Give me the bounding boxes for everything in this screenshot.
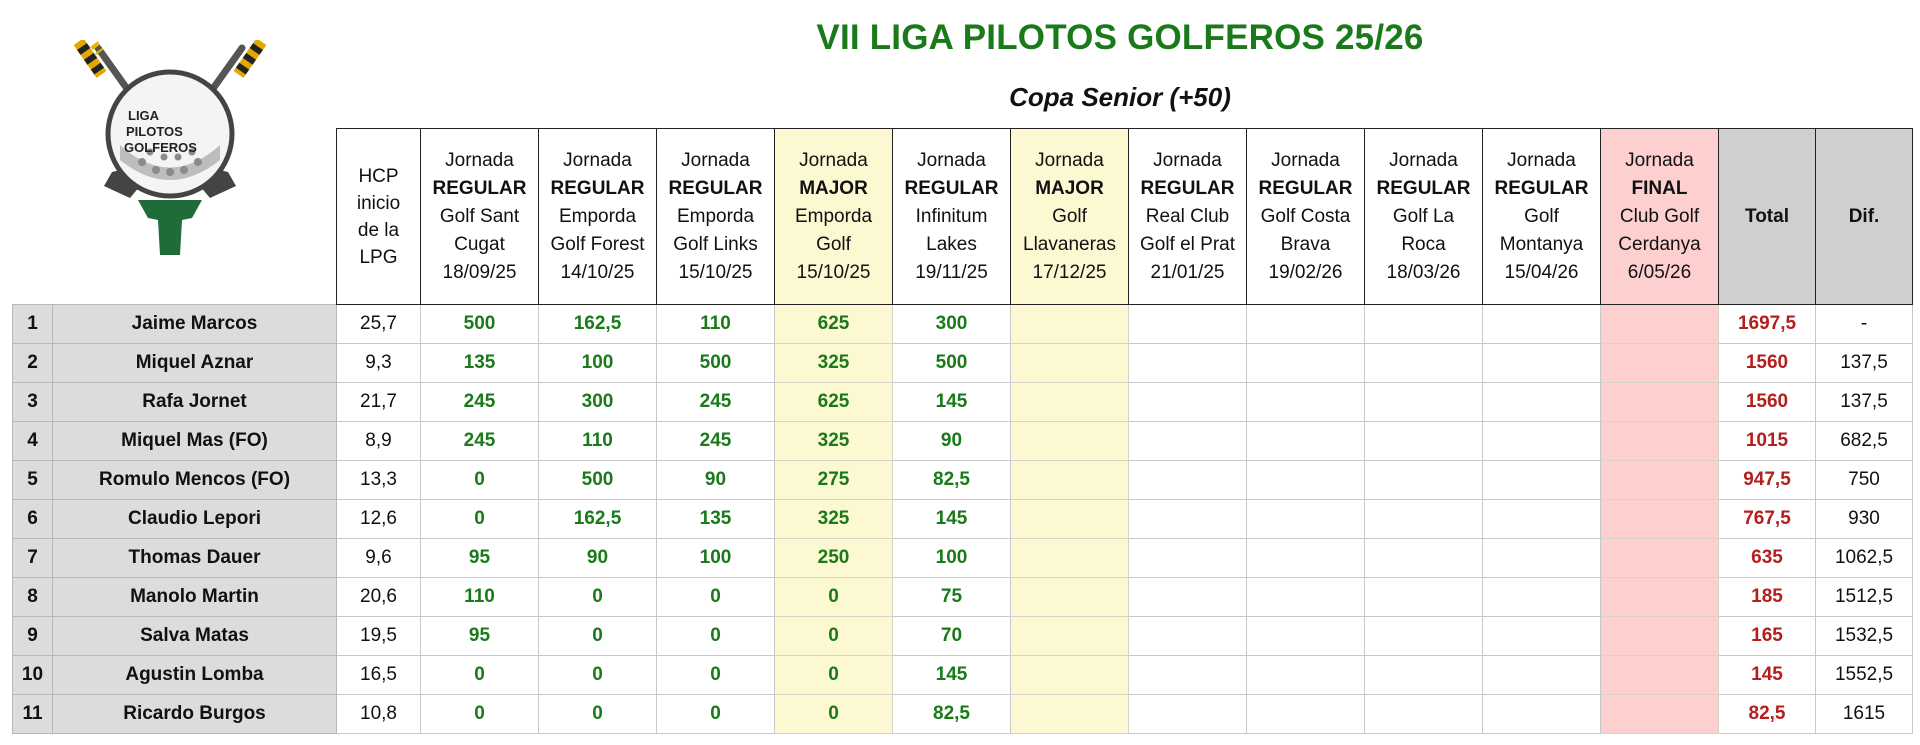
score-cell-round-9 — [1365, 656, 1483, 695]
total-cell: 1015 — [1719, 422, 1816, 461]
score-cell-round-2: 0 — [539, 578, 657, 617]
score-cell-round-7 — [1129, 383, 1247, 422]
hcp-cell: 8,9 — [337, 422, 421, 461]
player-name-cell: Thomas Dauer — [53, 539, 337, 578]
table-row — [13, 500, 1913, 539]
score-cell-round-1: 0 — [421, 500, 539, 539]
score-cell-round-2: 100 — [539, 344, 657, 383]
score-cell-round-4: 0 — [775, 656, 893, 695]
header-blank-name — [53, 129, 337, 305]
score-cell-round-3: 245 — [657, 422, 775, 461]
total-cell: 1560 — [1719, 383, 1816, 422]
score-cell-round-1: 135 — [421, 344, 539, 383]
dif-cell: - — [1816, 305, 1913, 344]
hcp-line: HCP — [358, 165, 399, 187]
score-cell-round-9 — [1365, 383, 1483, 422]
header-round-6: Jornada MAJOR Golf Llavaneras 17/12/25 — [1011, 129, 1129, 305]
header-blank-pos — [13, 129, 53, 305]
score-cell-round-10 — [1483, 344, 1601, 383]
score-cell-round-6 — [1011, 461, 1129, 500]
score-cell-round-1: 0 — [421, 695, 539, 734]
score-cell-round-6 — [1011, 305, 1129, 344]
score-cell-round-2: 162,5 — [539, 500, 657, 539]
score-cell-round-7 — [1129, 500, 1247, 539]
score-cell-round-6 — [1011, 656, 1129, 695]
player-name-cell: Ricardo Burgos — [53, 695, 337, 734]
score-cell-round-6 — [1011, 383, 1129, 422]
score-cell-round-1: 245 — [421, 383, 539, 422]
score-cell-round-2: 162,5 — [539, 305, 657, 344]
score-cell-round-10 — [1483, 422, 1601, 461]
player-name-cell: Jaime Marcos — [53, 305, 337, 344]
score-cell-round-11 — [1601, 656, 1719, 695]
hcp-cell: 9,3 — [337, 344, 421, 383]
score-cell-round-1: 110 — [421, 578, 539, 617]
header-hcp — [337, 129, 421, 305]
logo-line3: GOLFEROS — [124, 140, 197, 155]
total-cell: 767,5 — [1719, 500, 1816, 539]
hcp-line: LPG — [359, 246, 398, 268]
score-cell-round-1: 0 — [421, 461, 539, 500]
score-cell-round-4: 0 — [775, 695, 893, 734]
score-cell-round-6 — [1011, 344, 1129, 383]
score-cell-round-3: 90 — [657, 461, 775, 500]
score-cell-round-3: 0 — [657, 695, 775, 734]
score-cell-round-11 — [1601, 305, 1719, 344]
score-cell-round-10 — [1483, 656, 1601, 695]
score-cell-round-5: 75 — [893, 578, 1011, 617]
header-round-10: Jornada REGULAR Golf Montanya 15/04/26 — [1483, 129, 1601, 305]
score-cell-round-3: 500 — [657, 344, 775, 383]
logo-line2: PILOTOS — [126, 124, 183, 139]
player-name-cell: Rafa Jornet — [53, 383, 337, 422]
dif-cell: 1615 — [1816, 695, 1913, 734]
score-cell-round-4: 250 — [775, 539, 893, 578]
score-cell-round-6 — [1011, 617, 1129, 656]
score-cell-round-5: 145 — [893, 656, 1011, 695]
score-cell-round-4: 275 — [775, 461, 893, 500]
position-cell: 8 — [13, 578, 53, 617]
position-cell: 9 — [13, 617, 53, 656]
score-cell-round-8 — [1247, 461, 1365, 500]
position-cell: 4 — [13, 422, 53, 461]
score-cell-round-11 — [1601, 344, 1719, 383]
score-cell-round-3: 245 — [657, 383, 775, 422]
score-cell-round-6 — [1011, 422, 1129, 461]
score-cell-round-3: 100 — [657, 539, 775, 578]
score-cell-round-5: 145 — [893, 383, 1011, 422]
score-cell-round-7 — [1129, 305, 1247, 344]
score-cell-round-8 — [1247, 578, 1365, 617]
hcp-cell: 19,5 — [337, 617, 421, 656]
hcp-cell: 10,8 — [337, 695, 421, 734]
score-cell-round-11 — [1601, 383, 1719, 422]
score-cell-round-4: 625 — [775, 305, 893, 344]
dif-cell: 1512,5 — [1816, 578, 1913, 617]
position-cell: 2 — [13, 344, 53, 383]
score-cell-round-9 — [1365, 305, 1483, 344]
position-cell: 5 — [13, 461, 53, 500]
total-cell: 1560 — [1719, 344, 1816, 383]
header-round-9: Jornada REGULAR Golf La Roca 18/03/26 — [1365, 129, 1483, 305]
score-cell-round-4: 325 — [775, 344, 893, 383]
score-cell-round-6 — [1011, 539, 1129, 578]
total-cell: 635 — [1719, 539, 1816, 578]
score-cell-round-3: 0 — [657, 617, 775, 656]
total-cell: 145 — [1719, 656, 1816, 695]
score-cell-round-2: 0 — [539, 656, 657, 695]
header-round-5: Jornada REGULAR Infinitum Lakes 19/11/25 — [893, 129, 1011, 305]
score-cell-round-5: 90 — [893, 422, 1011, 461]
score-cell-round-5: 500 — [893, 344, 1011, 383]
score-cell-round-10 — [1483, 383, 1601, 422]
position-cell: 10 — [13, 656, 53, 695]
score-cell-round-5: 145 — [893, 500, 1011, 539]
hcp-cell: 12,6 — [337, 500, 421, 539]
score-cell-round-11 — [1601, 500, 1719, 539]
player-name-cell: Claudio Lepori — [53, 500, 337, 539]
page-title: VII LIGA PILOTOS GOLFEROS 25/26 — [816, 18, 1424, 57]
score-cell-round-10 — [1483, 695, 1601, 734]
table-row — [13, 695, 1913, 734]
player-name-cell: Agustin Lomba — [53, 656, 337, 695]
hcp-cell: 16,5 — [337, 656, 421, 695]
score-cell-round-5: 300 — [893, 305, 1011, 344]
hcp-cell: 13,3 — [337, 461, 421, 500]
player-name-cell: Miquel Mas (FO) — [53, 422, 337, 461]
score-cell-round-7 — [1129, 461, 1247, 500]
header-round-4: Jornada MAJOR Emporda Golf 15/10/25 — [775, 129, 893, 305]
position-cell: 6 — [13, 500, 53, 539]
score-cell-round-2: 90 — [539, 539, 657, 578]
standings-body — [13, 305, 1913, 734]
table-row — [13, 617, 1913, 656]
score-cell-round-9 — [1365, 344, 1483, 383]
score-cell-round-4: 625 — [775, 383, 893, 422]
logo-line1: LIGA — [128, 108, 160, 123]
dif-cell: 137,5 — [1816, 383, 1913, 422]
table-row — [13, 656, 1913, 695]
score-cell-round-4: 0 — [775, 578, 893, 617]
header-round-8: Jornada REGULAR Golf Costa Brava 19/02/26 — [1247, 129, 1365, 305]
score-cell-round-5: 82,5 — [893, 461, 1011, 500]
total-cell: 82,5 — [1719, 695, 1816, 734]
table-row — [13, 305, 1913, 344]
score-cell-round-8 — [1247, 344, 1365, 383]
score-cell-round-8 — [1247, 305, 1365, 344]
score-cell-round-9 — [1365, 461, 1483, 500]
player-name-cell: Salva Matas — [53, 617, 337, 656]
score-cell-round-7 — [1129, 539, 1247, 578]
header-round-1: Jornada REGULAR Golf Sant Cugat 18/09/25 — [421, 129, 539, 305]
header-row — [13, 129, 1913, 305]
page-subtitle: Copa Senior (+50) — [1009, 82, 1231, 112]
header-round-2: Jornada REGULAR Emporda Golf Forest 14/10/25 — [539, 129, 657, 305]
score-cell-round-8 — [1247, 617, 1365, 656]
score-cell-round-9 — [1365, 617, 1483, 656]
position-cell: 3 — [13, 383, 53, 422]
hcp-line: inicio — [356, 192, 401, 214]
table-row — [13, 422, 1913, 461]
score-cell-round-7 — [1129, 617, 1247, 656]
score-cell-round-9 — [1365, 695, 1483, 734]
table-row — [13, 539, 1913, 578]
score-cell-round-1: 0 — [421, 656, 539, 695]
score-cell-round-5: 70 — [893, 617, 1011, 656]
score-cell-round-2: 0 — [539, 617, 657, 656]
dif-cell: 1532,5 — [1816, 617, 1913, 656]
score-cell-round-2: 0 — [539, 695, 657, 734]
score-cell-round-11 — [1601, 578, 1719, 617]
score-cell-round-9 — [1365, 422, 1483, 461]
player-name-cell: Romulo Mencos (FO) — [53, 461, 337, 500]
score-cell-round-7 — [1129, 695, 1247, 734]
score-cell-round-7 — [1129, 656, 1247, 695]
score-cell-round-11 — [1601, 422, 1719, 461]
score-cell-round-7 — [1129, 578, 1247, 617]
dif-cell: 1552,5 — [1816, 656, 1913, 695]
score-cell-round-3: 135 — [657, 500, 775, 539]
hcp-cell: 25,7 — [337, 305, 421, 344]
score-cell-round-11 — [1601, 461, 1719, 500]
dif-cell: 750 — [1816, 461, 1913, 500]
hcp-cell: 20,6 — [337, 578, 421, 617]
score-cell-round-5: 100 — [893, 539, 1011, 578]
score-cell-round-10 — [1483, 305, 1601, 344]
table-row — [13, 383, 1913, 422]
dif-cell: 930 — [1816, 500, 1913, 539]
header-total: Total — [1719, 129, 1816, 305]
position-cell: 7 — [13, 539, 53, 578]
standings-table — [12, 128, 1913, 734]
score-cell-round-11 — [1601, 539, 1719, 578]
position-cell: 1 — [13, 305, 53, 344]
score-cell-round-3: 110 — [657, 305, 775, 344]
score-cell-round-1: 95 — [421, 617, 539, 656]
score-cell-round-2: 110 — [539, 422, 657, 461]
score-cell-round-10 — [1483, 500, 1601, 539]
player-name-cell: Miquel Aznar — [53, 344, 337, 383]
score-cell-round-2: 300 — [539, 383, 657, 422]
total-cell: 1697,5 — [1719, 305, 1816, 344]
table-row — [13, 344, 1913, 383]
score-cell-round-10 — [1483, 617, 1601, 656]
score-cell-round-3: 0 — [657, 578, 775, 617]
score-cell-round-8 — [1247, 422, 1365, 461]
table-row — [13, 461, 1913, 500]
score-cell-round-3: 0 — [657, 656, 775, 695]
hcp-line: de la — [357, 219, 400, 241]
score-cell-round-10 — [1483, 578, 1601, 617]
total-cell: 185 — [1719, 578, 1816, 617]
header-round-11: Jornada FINAL Club Golf Cerdanya 6/05/26 — [1601, 129, 1719, 305]
hcp-cell: 9,6 — [337, 539, 421, 578]
score-cell-round-4: 0 — [775, 617, 893, 656]
score-cell-round-5: 82,5 — [893, 695, 1011, 734]
header-round-7: Jornada REGULAR Real Club Golf el Prat 21/01/25 — [1129, 129, 1247, 305]
score-cell-round-9 — [1365, 539, 1483, 578]
position-cell: 11 — [13, 695, 53, 734]
score-cell-round-6 — [1011, 500, 1129, 539]
score-cell-round-8 — [1247, 500, 1365, 539]
player-name-cell: Manolo Martin — [53, 578, 337, 617]
dif-cell: 1062,5 — [1816, 539, 1913, 578]
score-cell-round-10 — [1483, 539, 1601, 578]
score-cell-round-7 — [1129, 344, 1247, 383]
score-cell-round-4: 325 — [775, 422, 893, 461]
score-cell-round-8 — [1247, 383, 1365, 422]
dif-cell: 137,5 — [1816, 344, 1913, 383]
total-cell: 947,5 — [1719, 461, 1816, 500]
table-row — [13, 578, 1913, 617]
score-cell-round-11 — [1601, 617, 1719, 656]
header-round-3: Jornada REGULAR Emporda Golf Links 15/10/25 — [657, 129, 775, 305]
score-cell-round-4: 325 — [775, 500, 893, 539]
score-cell-round-8 — [1247, 695, 1365, 734]
score-cell-round-2: 500 — [539, 461, 657, 500]
score-cell-round-6 — [1011, 695, 1129, 734]
score-cell-round-8 — [1247, 656, 1365, 695]
hcp-cell: 21,7 — [337, 383, 421, 422]
score-cell-round-6 — [1011, 578, 1129, 617]
total-cell: 165 — [1719, 617, 1816, 656]
score-cell-round-9 — [1365, 578, 1483, 617]
score-cell-round-10 — [1483, 461, 1601, 500]
score-cell-round-8 — [1247, 539, 1365, 578]
score-cell-round-1: 95 — [421, 539, 539, 578]
score-cell-round-7 — [1129, 422, 1247, 461]
score-cell-round-1: 500 — [421, 305, 539, 344]
score-cell-round-1: 245 — [421, 422, 539, 461]
header-dif: Dif. — [1816, 129, 1913, 305]
dif-cell: 682,5 — [1816, 422, 1913, 461]
score-cell-round-9 — [1365, 500, 1483, 539]
score-cell-round-11 — [1601, 695, 1719, 734]
